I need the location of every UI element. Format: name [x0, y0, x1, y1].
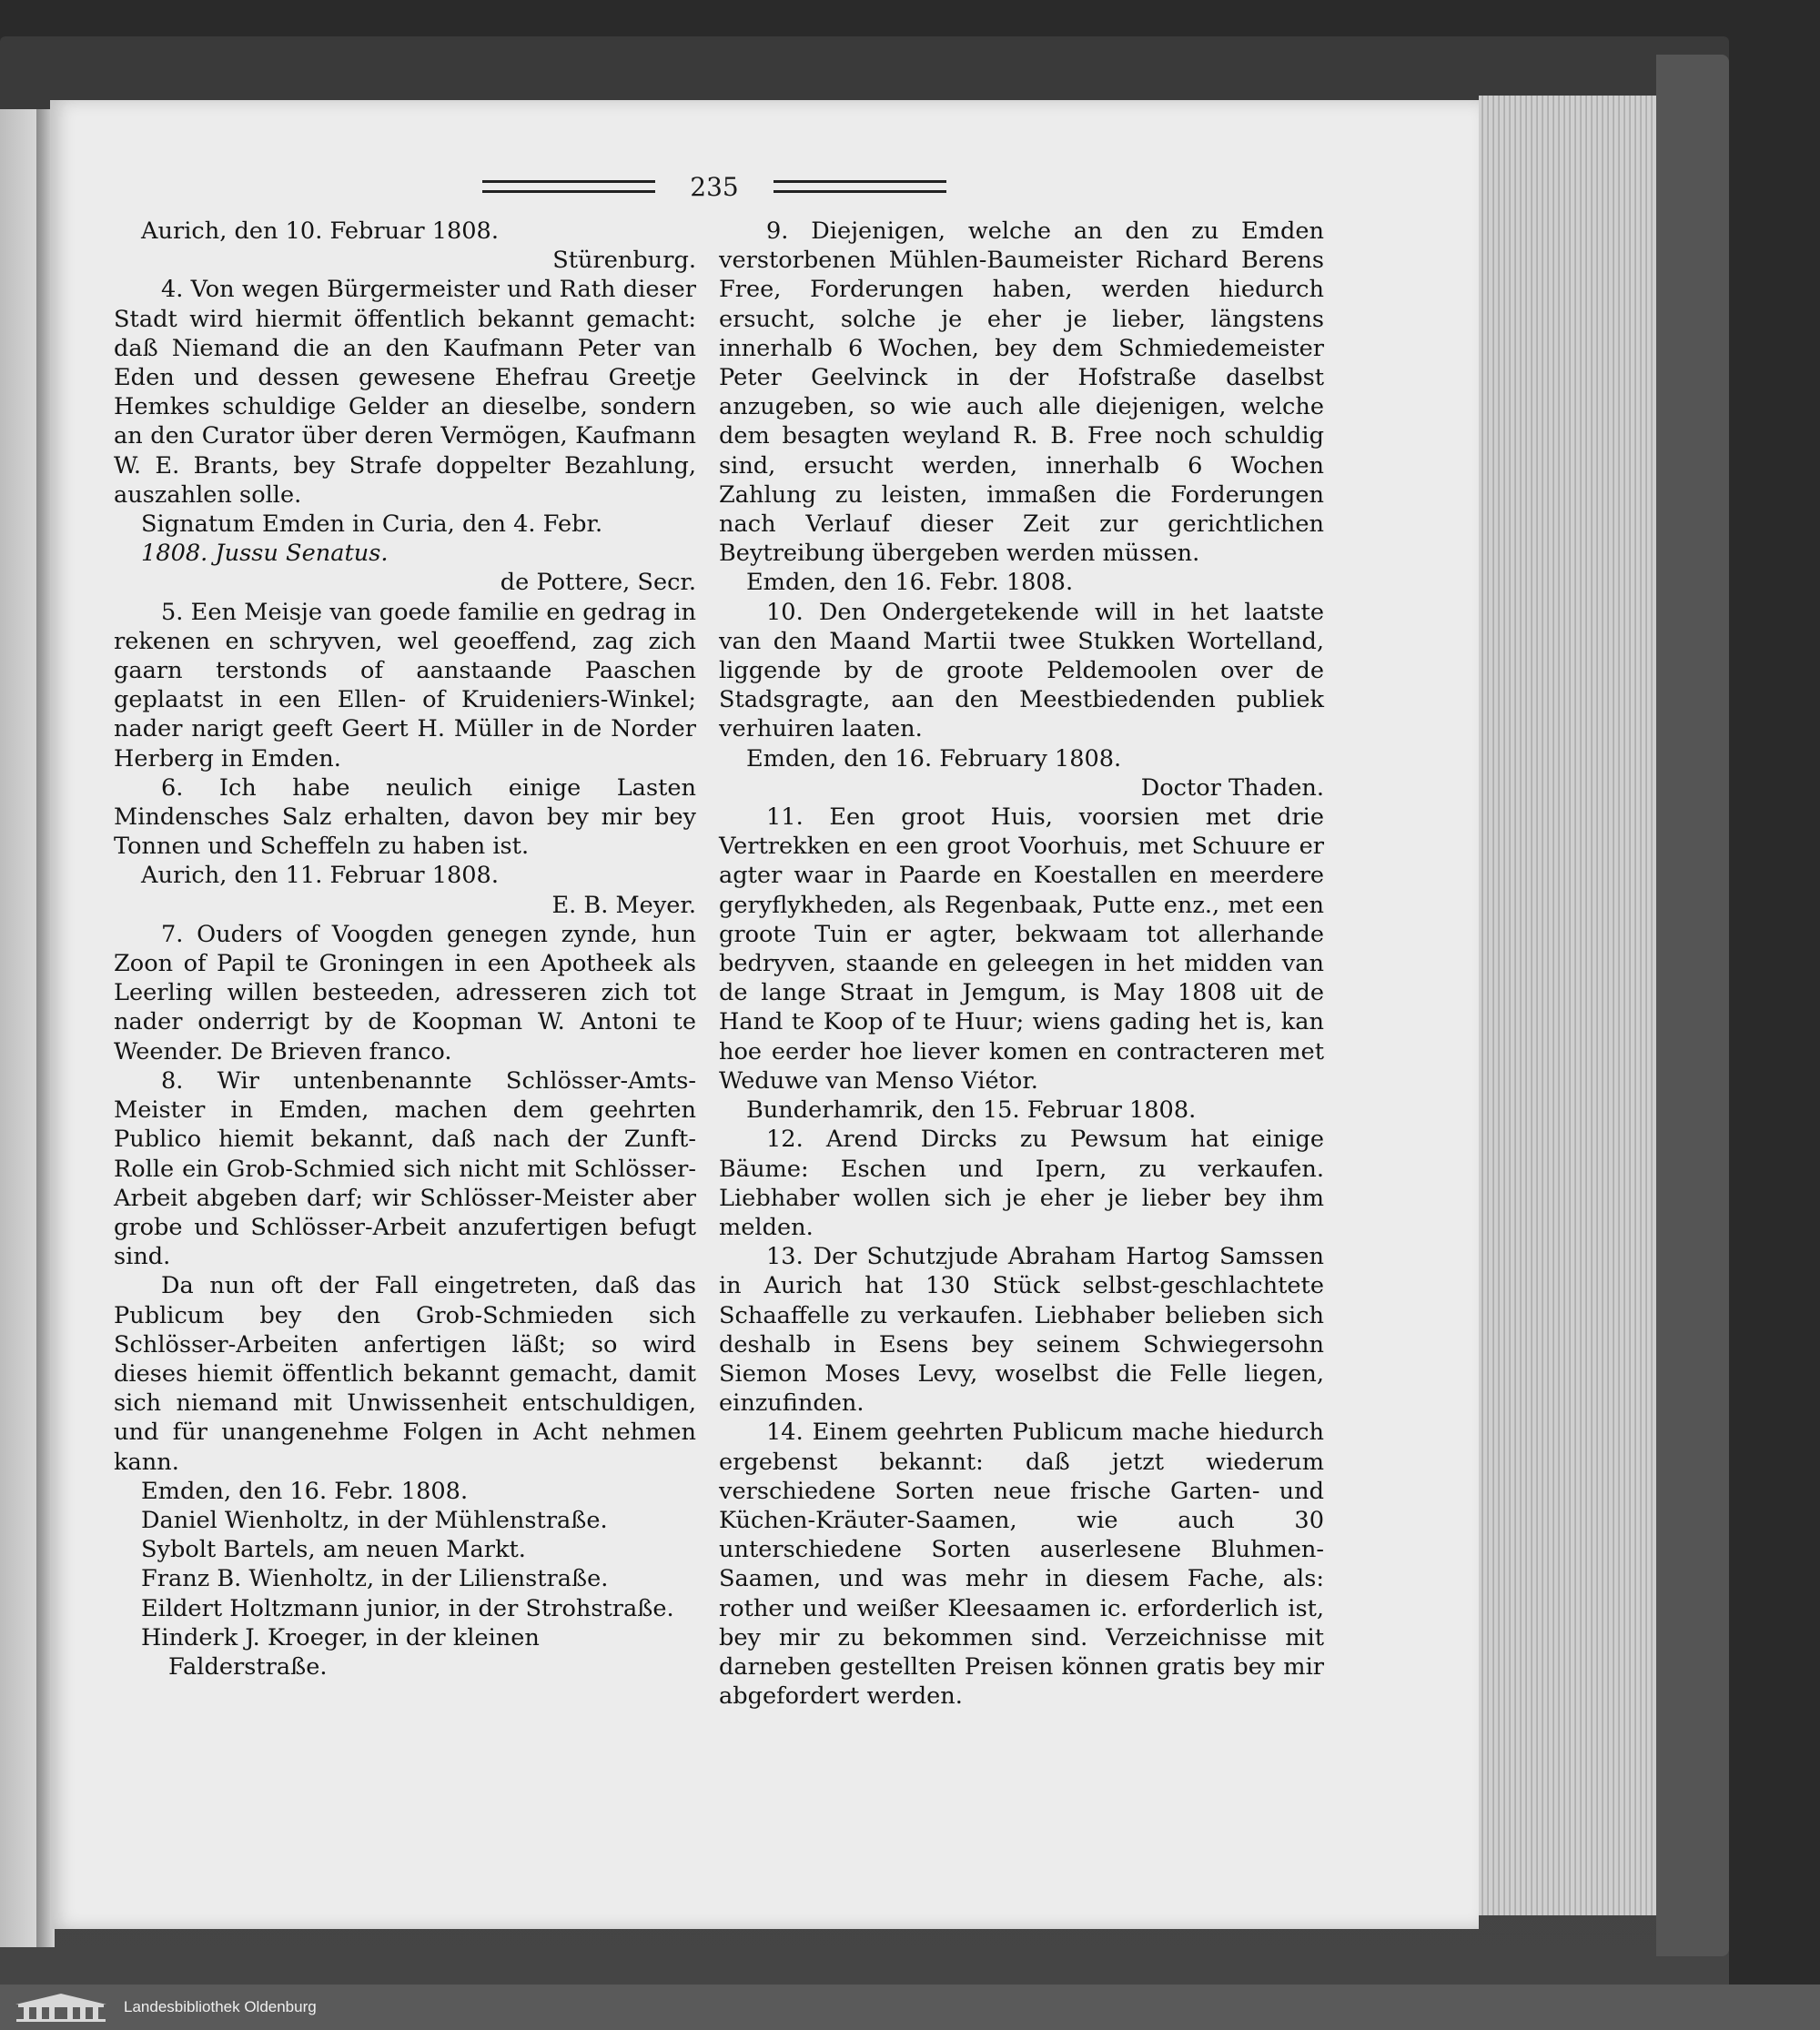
text-paragraph: 6. Ich habe neulich einige Lasten Mindensches Salz erhalten, davon bey mir bey Tonnen und Scheffeln zu haben ist. [114, 773, 696, 861]
text-paragraph: Aurich, den 10. Februar 1808. [141, 217, 499, 245]
text-paragraph: 7. Ouders of Voogden genegen zynde, hun Zoon of Papil te Groningen in een Apotheek als Leerling willen besteeden, adresseren zich tot nader onderrigt by de Koopman W. Antoni te Weender. De Brieven franco. [114, 920, 696, 1065]
header-rule-right [774, 180, 946, 193]
text-paragraph: 11. Een groot Huis, voorsien met drie Vertrekken en een groot Voorhuis, met Schuure er agter waar in Paarde en Koestallen en meerdere geryflykheden, als Regenbaak, Putte enz., met een groote Tuin er agter, bekwaam tot allerhande bedryven, staande en geleegen in het midden van de lange Straat in Jemgum, is May 1808 uit de Hand te Koop of te Huur; wiens gading het is, kan hoe eerder hoe liever komen en contracteren met Weduwe van Menso Viétor. [719, 803, 1324, 1095]
page-number: 235 [690, 171, 739, 202]
text-paragraph: 12. Arend Dircks zu Pewsum hat einige Bäume: Eschen und Ipern, zu verkaufen. Liebhaber wollen sich je eher je lieber bey ihm melden. [719, 1126, 1324, 1241]
page-header [482, 168, 946, 205]
text-paragraph: 8. Wir untenbenannte Schlösser-Amts-Meister in Emden, machen dem geehrten Publico hiemit bekannt, daß nach der Zunft-Rolle ein Grob-Schmied sich nicht mit Schlösser-Arbeit abgeben darf; wir Schlösser-Meister aber grobe und Schlösser-Arbeit anzufertigen befugt sind. [114, 1066, 696, 1271]
right-column [719, 217, 1324, 1711]
text-paragraph: Hinderk J. Kroeger, in der kleinen Falderstraße. [141, 1623, 540, 1681]
text-paragraph: Daniel Wienholtz, in der Mühlenstraße. [141, 1506, 608, 1534]
library-building-logo-icon [11, 1992, 111, 2023]
text-paragraph: de Pottere, Secr. [500, 569, 696, 597]
text-paragraph: E. B. Meyer. [551, 891, 696, 919]
text-paragraph: 14. Einem geehrten Publicum mache hiedurch ergebenst bekannt: daß jetzt wiederum verschiedene Sorten neue frische Garten- und Küchen-Kräuter-Saamen, wie auch 30 unterschiedene Sorten auserlesene Bluhmen-Saamen, und was mehr in diesem Fache, als: rother und weißer Kleesaamen ic. erforderlich ist, bey mir zu bekommen sind. Verzeichnisse mit darneben gestellten Preisen können gratis bey mir abgefordert werden. [719, 1419, 1324, 1711]
text-paragraph: Sybolt Bartels, am neuen Markt. [141, 1536, 526, 1564]
text-paragraph: Emden, den 16. Febr. 1808. [746, 569, 1074, 597]
footer-bar [0, 1985, 1820, 2030]
cover-edge [1656, 55, 1729, 1956]
text-paragraph: Stürenburg. [552, 247, 696, 275]
text-paragraph: Bunderhamrik, den 15. Februar 1808. [746, 1096, 1197, 1125]
text-paragraph: Franz B. Wienholtz, in der Lilienstraße. [141, 1565, 609, 1593]
text-paragraph: Da nun oft der Fall eingetreten, daß das Publicum bey den Grob-Schmieden sich Schlösser-Arbeiten anfertigen läßt; so wird dieses hiemit öffentlich bekannt gemacht, damit sich niemand mit Unwissenheit entschuldigen, und für unangenehme Folgen in Acht nehmen kann. [114, 1272, 696, 1476]
text-paragraph: Emden, den 16. February 1808. [746, 744, 1122, 773]
text-paragraph: 10. Den Ondergetekende will in het laatste van den Maand Martii twee Stukken Wortelland, liggende by de groote Peldemoolen over de Stadsgragte, aan den Meestbiedenden publiek verhuiren laaten. [719, 598, 1324, 743]
text-paragraph: Aurich, den 11. Februar 1808. [141, 862, 499, 890]
text-paragraph: Signatum Emden in Curia, den 4. Febr. [141, 510, 603, 539]
text-paragraph: 9. Diejenigen, welche an den zu Emden verstorbenen Mühlen-Baumeister Richard Berens Free, Forderungen haben, werden hiedurch ersucht, solche je eher je lieber, längstens innerhalb 6 Wochen, bey dem Schmiedemeister Peter Geelvinck in der Hofstraße daselbst anzugeben, so wie auch alle diejenigen, welche dem besagten weyland R. B. Free noch schuldig sind, ersucht werden, innerhalb 6 Wochen Zahlung zu leisten, immaßen die Forderungen nach Verlauf dieser Zeit zur gerichtlichen Beytreibung übergeben werden müssen. [719, 217, 1324, 568]
text-paragraph: 4. Von wegen Bürgermeister und Rath dieser Stadt wird hiermit öffentlich bekannt gemacht: daß Niemand die an den Kaufmann Peter van Eden und dessen gewesene Ehefrau Greetje Hemkes schuldige Gelder an dieselbe, sondern an den Curator über deren Vermögen, Kaufmann W. E. Brants, bey Strafe doppelter Bezahlung, auszahlen solle. [114, 276, 696, 509]
library-name: Landesbibliothek Oldenburg [124, 1998, 317, 2015]
left-column [114, 217, 696, 1682]
text-paragraph: 1808. Jussu Senatus. [141, 540, 389, 568]
text-paragraph: Doctor Thaden. [1140, 773, 1324, 802]
text-paragraph: Emden, den 16. Febr. 1808. [141, 1477, 469, 1505]
left-page-edge [0, 109, 41, 1947]
text-paragraph: 13. Der Schutzjude Abraham Hartog Samssen in Aurich hat 130 Stück selbst-geschlachtete Schaaffelle zu verkaufen. Liebhaber belieben sich deshalb in Esens bey seinem Schwiegersohn Siemon Moses Levy, woselbst die Felle liegen, einzufinden. [719, 1243, 1324, 1418]
text-paragraph: 5. Een Meisje van goede familie en gedrag in rekenen en schryven, wel geoeffend, zag zich gaarn terstonds of aanstaande Paaschen geplaatst in een Ellen- of Kruideniers-Winkel; nader narigt geeft Geert H. Müller in de Norder Herberg in Emden. [114, 598, 696, 773]
page-edges [1479, 96, 1661, 1915]
text-paragraph: Eildert Holtzmann junior, in der Strohstraße. [141, 1594, 674, 1622]
header-rule-left [482, 180, 655, 193]
